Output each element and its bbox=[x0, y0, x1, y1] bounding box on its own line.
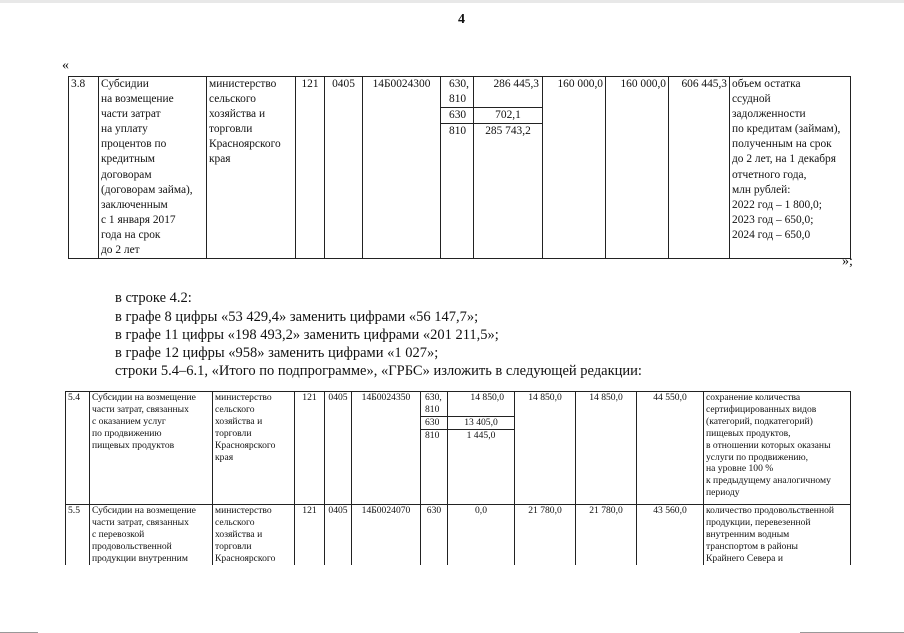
section-code: 0405 bbox=[325, 505, 352, 566]
year-2022-amount: 0,0 bbox=[448, 505, 515, 566]
table-row bbox=[66, 505, 851, 566]
expected-result: количество продовольственной продукции, перевезенной внутренним водным транспортом в районы Крайнего Севера и bbox=[704, 505, 851, 566]
year-2023-amount: 14 850,0 bbox=[515, 392, 576, 505]
paragraph-column-11: в графе 11 цифры «198 493,2» заменить цифрами «201 211,5»; bbox=[115, 327, 499, 343]
paragraph-column-12: в графе 12 цифры «958» заменить цифрами «1 027»; bbox=[115, 345, 439, 361]
paragraph-new-edition: строки 5.4–6.1, «Итого по подпрограмме», «ГРБС» изложить в следующей редакции: bbox=[115, 363, 642, 379]
year-2023-amount: 160 000,0 bbox=[543, 77, 606, 259]
expected-result: объем остатка ссудной задолженности по кредитам (займам), полученным на срок до 2 лет, на 1 декабря отчетного года, млн рублей: 2022 год – 1 800,0; 2023 год – 650,0; 2024 год – 650,0 bbox=[730, 77, 851, 259]
year-2024-amount: 14 850,0 bbox=[576, 392, 637, 505]
grbs-name: министерство сельского хозяйства и торговли Красноярского края bbox=[207, 77, 296, 259]
row-number: 3.8 bbox=[69, 77, 99, 259]
year-2024-amount: 160 000,0 bbox=[606, 77, 669, 259]
measure-name: Субсидии на возмещение части затрат на уплату процентов по кредитным договорам (договорам займа), заключенным с 1 января 2017 года на срок до 2 лет bbox=[99, 77, 207, 259]
year-2024-amount: 21 780,0 bbox=[576, 505, 637, 566]
total-amount: 606 445,3 bbox=[669, 77, 730, 259]
quote-close-mark: »; bbox=[842, 254, 853, 269]
expense-type-codes: 630, 810 630 810 bbox=[421, 392, 448, 505]
row-number: 5.4 bbox=[66, 392, 90, 505]
expense-type-code: 630 bbox=[421, 505, 448, 566]
target-article-code: 14Б0024300 bbox=[363, 77, 441, 259]
grbs-name: министерство сельского хозяйства и торговли Красноярского края bbox=[213, 392, 295, 505]
row-number: 5.5 bbox=[66, 505, 90, 566]
budget-table-rows-5 bbox=[65, 391, 851, 565]
year-2023-amount: 21 780,0 bbox=[515, 505, 576, 566]
section-code: 0405 bbox=[325, 77, 363, 259]
measure-name: Субсидии на возмещение части затрат, связанных с перевозкой продовольственной продукции внутренним bbox=[90, 505, 213, 566]
total-amount: 44 550,0 bbox=[637, 392, 704, 505]
paragraph-column-8: в графе 8 цифры «53 429,4» заменить цифрами «56 147,7»; bbox=[115, 309, 479, 325]
budget-table-row-3-8 bbox=[68, 76, 851, 259]
scan-top-edge bbox=[0, 0, 904, 3]
target-article-code: 14Б0024350 bbox=[352, 392, 421, 505]
year-2022-amounts: 286 445,3 702,1 285 743,2 bbox=[474, 77, 543, 259]
target-article-code: 14Б0024070 bbox=[352, 505, 421, 566]
grbs-code: 121 bbox=[295, 392, 325, 505]
measure-name: Субсидии на возмещение части затрат, связанных с оказанием услуг по продвижению пищевых продуктов bbox=[90, 392, 213, 505]
grbs-name: министерство сельского хозяйства и торговли Красноярского bbox=[213, 505, 295, 566]
page-number: 4 bbox=[458, 12, 465, 27]
expense-type-codes: 630, 810 630 810 bbox=[441, 77, 474, 259]
section-code: 0405 bbox=[325, 392, 352, 505]
total-amount: 43 560,0 bbox=[637, 505, 704, 566]
grbs-code: 121 bbox=[295, 505, 325, 566]
expected-result: сохранение количества сертифицированных видов (категорий, подкатегорий) пищевых продуктов, в отношении которых оказаны услуги по продвижению, на уровне 100 % к предыдущему аналогичному периоду bbox=[704, 392, 851, 505]
grbs-code: 121 bbox=[296, 77, 325, 259]
table-row bbox=[66, 392, 851, 505]
paragraph-line-4-2: в строке 4.2: bbox=[115, 290, 192, 306]
quote-open-mark: « bbox=[62, 58, 69, 73]
year-2022-amounts: 14 850,0 13 405,0 1 445,0 bbox=[448, 392, 515, 505]
